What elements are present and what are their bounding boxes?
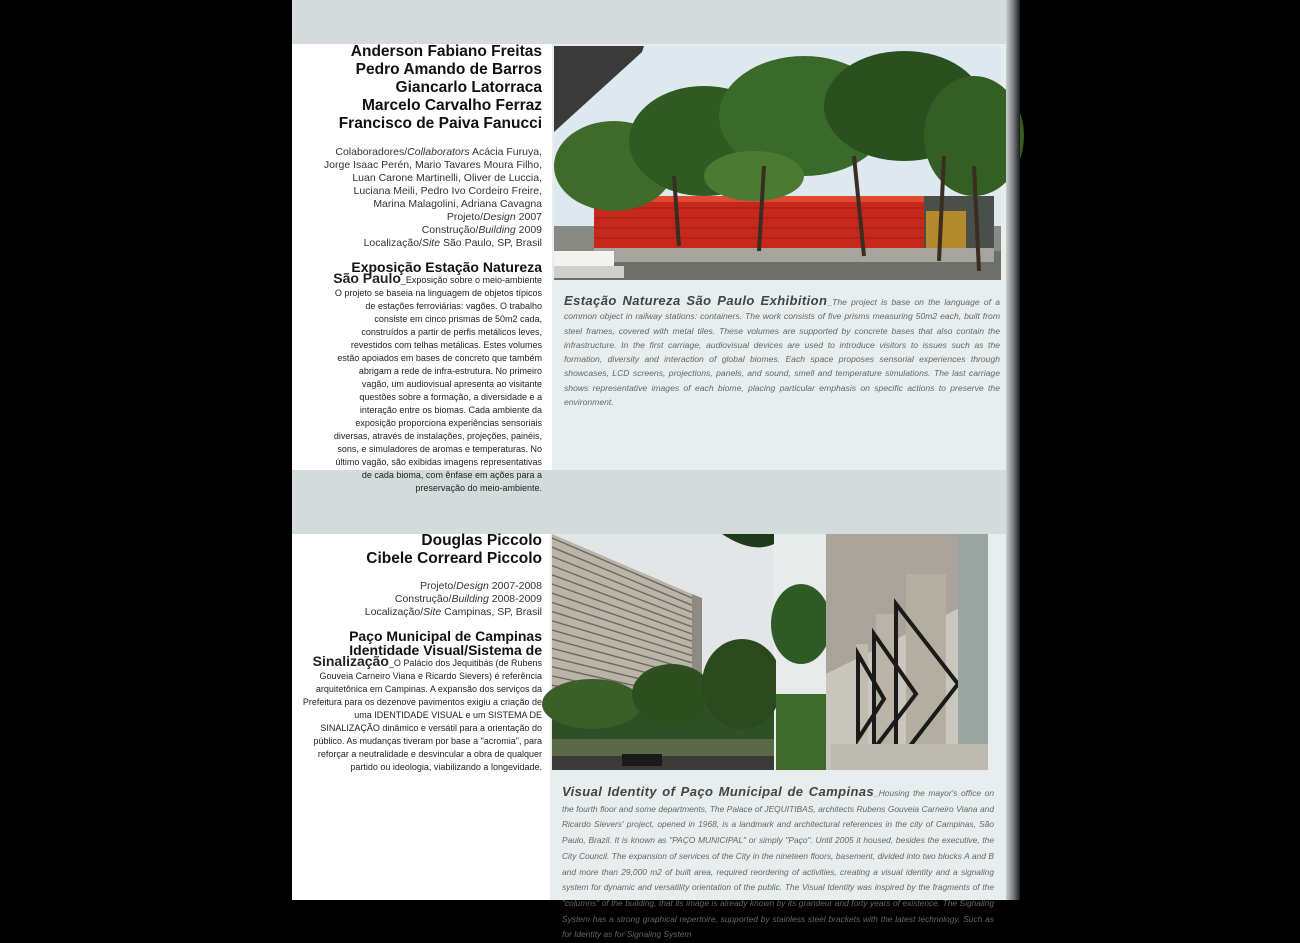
credits-block <box>292 146 542 250</box>
description-text: _O Palácio dos Jequitibás (de Rubens Gouveia Carneiro Viana e Ricardo Sievers) é referência arquitetônica em Campinas. A expansão dos serviços da Prefeitura para os dezenove pavimentos exigiu a criação de uma IDENTIDADE VISUAL e um SISTEMA DE SINALIZAÇÃO dinâmico e versátil para a orientação do público. As mudanças tiveram por base a "acromia", para reforçar a neutralidade e desvincular a obra de qualquer partido ou ideologia, viabilizando a longevidade. <box>302 658 542 772</box>
author-name: Douglas Piccolo <box>421 532 542 549</box>
collaborators-line: Colaboradores/Collaborators Acácia Furuya, <box>335 146 542 158</box>
author-names <box>292 532 542 568</box>
author-name: Pedro Amando de Barros <box>355 61 542 78</box>
magazine-page <box>292 0 1006 940</box>
english-description <box>562 784 994 943</box>
author-name: Marcelo Carvalho Ferraz <box>361 97 542 114</box>
design-year: Projeto/Design 2007 <box>446 211 542 223</box>
building-year: Construção/Building 2008-2009 <box>394 593 542 605</box>
english-title: Visual Identity of Paço Municipal de Campinas <box>562 784 875 799</box>
portuguese-description <box>332 272 542 495</box>
top-band <box>292 0 1006 44</box>
author-name: Giancarlo Latorraca <box>395 79 542 96</box>
english-title: Estação Natureza São Paulo Exhibition <box>564 293 828 308</box>
author-name: Cibele Correard Piccolo <box>366 550 542 567</box>
author-name: Anderson Fabiano Freitas <box>350 43 542 60</box>
collaborators-line: Luciana Meili, Pedro Ivo Cordeiro Freire, <box>353 185 542 197</box>
collaborators-line: Luan Carone Martinelli, Oliver de Luccia, <box>352 172 542 184</box>
author-name: Francisco de Paiva Fanucci <box>338 115 542 132</box>
site-location: Localização/Site Campinas, SP, Brasil <box>364 606 542 618</box>
english-description <box>564 294 1000 409</box>
design-year: Projeto/Design 2007-2008 <box>419 580 542 592</box>
english-text: _Housing the mayor's office on the fourth floor and some departments, The Palace of JEQUITIBAS, architects Rubens Gouveia Carneiro Viana and Ricardo Sievers' project, opened in 1968, is a landmark and architectural references in the city of Campinas, São Paulo, Brazil. It is known as "PAÇO MUNICIPAL" or simply "Paço". Until 2005 it housed, besides the executive, the City Council. The expansion of services of the City in the nineteen floors, basement, divided into two blocks A and B and more than 29,000 m2 of built area, required reordering of activities, creating a visual identity and a signaling system for dynamic and versatility orientation of the public. The Visual Identity was inspired by the fragments of the "columns" of the building, that its image is already known by its grandeur and forty years of existence. The Signaling System has a strong graphical repertoire, supported by stainless steel brackets with the latest technology. Such as for Identity as for Signaling System <box>562 788 994 940</box>
page-edge <box>1006 0 1020 900</box>
collaborators-line: Marina Malagolini, Adriana Cavagna <box>373 198 542 210</box>
signage-photo <box>776 534 988 770</box>
credits-block <box>292 580 542 619</box>
project-title-line: Identidade Visual/Sistema de <box>349 642 542 658</box>
english-text: _The project is base on the language of a common object in railway stations: containers. The work consists of five prisms measuring 50m2 each, built from steel frames, covered with metal tiles. These volumes are supported by concrete bases that also contain the infrastructure. In the first carriage, audiovisual devices are used to introduce visitors to issues such as the formation, diversity and interaction of global biomes. Each space proposes sensorial experiences through showcases, LCD screens, projections, panels, and sound, smell and temperature simulations. The last carriage shows representative images of each biome, placing particular emphasis on specific actions to preserve the environment. <box>564 297 1000 408</box>
description-text: _Exposição sobre o meio-ambiente O projeto se baseia na linguagem de objetos típicos de estações ferroviárias: vagões. O trabalho consiste em cinco prismas de 50m2 cada, construídos a partir de perfis metálicos leves, revestidos com telhas metálicas. Estes volumes estão apoiados em bases de concreto que também abrigam a rede de infra-estrutura. No primeiro vagão, um audiovisual apresenta ao visitante questões sobre a formação, a diversidade e a interação entre os biomas. Cada ambiente da exposição proporciona experiências sensoriais diversas, através de instalações, projeções, painéis, sons, e simuladores de aromas e temperaturas. No último vagão, são exibidas imagens representativas de cada bioma, com ênfase em ações para a preservação do meio-ambiente. <box>333 275 542 493</box>
project-title-lead: São Paulo <box>333 270 401 286</box>
project-title-line: Paço Municipal de Campinas <box>349 628 542 644</box>
site-location: Localização/Site São Paulo, SP, Brasil <box>363 237 542 249</box>
building-photo <box>552 534 774 770</box>
portuguese-description <box>300 655 542 774</box>
exhibition-photo <box>554 46 1001 280</box>
collaborators-line: Jorge Isaac Perén, Mario Tavares Moura Filho, <box>323 159 542 171</box>
project-title-line: Exposição Estação Natureza <box>351 259 542 275</box>
project-title-lead: Sinalização <box>312 653 389 669</box>
author-names <box>292 43 542 133</box>
building-year: Construção/Building 2009 <box>421 224 542 236</box>
